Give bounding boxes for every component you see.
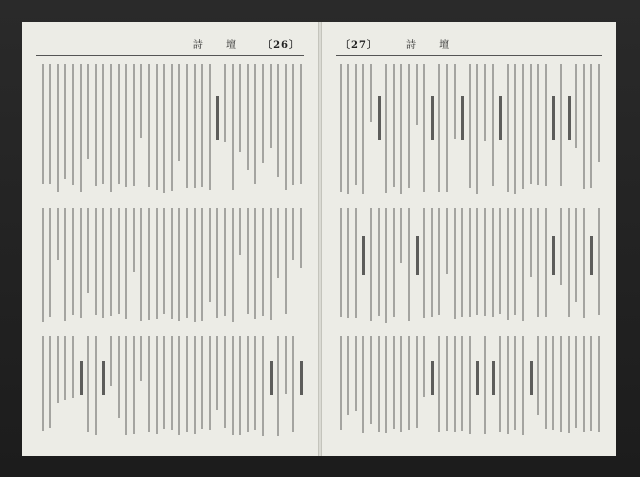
text-column	[156, 208, 158, 319]
text-column	[125, 208, 127, 319]
text-column	[186, 336, 188, 432]
text-column	[285, 336, 287, 394]
text-column	[492, 64, 494, 186]
text-column	[239, 336, 241, 435]
text-column	[340, 64, 342, 192]
right-page	[322, 22, 616, 456]
text-column	[446, 336, 448, 431]
text-column	[385, 336, 387, 433]
text-column	[209, 64, 211, 190]
text-column	[224, 64, 226, 142]
right-running-title: 詩 壇	[406, 40, 460, 51]
text-column	[292, 64, 294, 185]
text-column	[484, 64, 486, 141]
poem-title-column	[362, 236, 365, 275]
left-page-number: 〔26〕	[262, 40, 300, 51]
text-column	[201, 64, 203, 187]
text-column	[408, 208, 410, 321]
text-column	[262, 336, 264, 436]
text-column	[110, 336, 112, 386]
text-column	[469, 208, 471, 317]
text-column	[530, 208, 532, 278]
text-column	[575, 64, 577, 148]
poem-title-column	[80, 361, 83, 395]
text-column	[194, 336, 196, 434]
text-column	[171, 336, 173, 430]
poem-title-column	[300, 361, 303, 395]
text-column	[64, 64, 66, 179]
text-column	[370, 208, 372, 321]
text-column	[178, 208, 180, 322]
text-column	[560, 336, 562, 432]
text-column	[461, 336, 463, 431]
text-column	[454, 336, 456, 432]
text-column	[530, 64, 532, 184]
text-column	[285, 64, 287, 190]
poem-title-column	[461, 96, 464, 140]
text-column	[178, 336, 180, 435]
left-running-title: 詩 壇	[192, 40, 246, 51]
text-column	[148, 64, 150, 187]
text-column	[49, 336, 51, 428]
poem-title-column	[590, 236, 593, 275]
text-column	[454, 64, 456, 139]
text-column	[118, 64, 120, 184]
text-column	[545, 208, 547, 318]
text-column	[370, 64, 372, 122]
text-column	[499, 336, 501, 432]
text-column	[87, 208, 89, 294]
text-column	[232, 208, 234, 323]
text-column	[216, 208, 218, 318]
text-column	[385, 64, 387, 193]
text-column	[400, 336, 402, 431]
text-column	[254, 336, 256, 430]
text-column	[171, 208, 173, 319]
text-column	[522, 64, 524, 189]
text-column	[224, 336, 226, 428]
left-page	[22, 22, 318, 456]
text-column	[95, 336, 97, 435]
text-column	[347, 64, 349, 194]
text-column	[378, 336, 380, 432]
text-column	[300, 208, 302, 268]
text-column	[300, 64, 302, 184]
text-column	[239, 208, 241, 255]
poem-title-column	[270, 361, 273, 395]
text-column	[393, 208, 395, 318]
text-column	[148, 336, 150, 432]
text-column	[171, 64, 173, 191]
text-column	[254, 64, 256, 184]
text-column	[163, 64, 165, 193]
text-column	[262, 208, 264, 316]
text-column	[292, 208, 294, 261]
text-column	[42, 336, 44, 431]
text-column	[247, 64, 249, 170]
text-column	[393, 64, 395, 187]
text-column	[186, 208, 188, 318]
text-column	[340, 208, 342, 317]
text-column	[583, 208, 585, 319]
text-column	[42, 208, 44, 323]
text-column	[355, 336, 357, 411]
text-column	[133, 336, 135, 433]
text-column	[545, 64, 547, 186]
text-column	[408, 64, 410, 188]
text-column	[362, 336, 364, 432]
text-column	[118, 208, 120, 315]
text-column	[110, 64, 112, 192]
text-column	[423, 64, 425, 192]
text-column	[507, 336, 509, 433]
text-column	[247, 208, 249, 314]
text-column	[209, 336, 211, 430]
text-column	[140, 208, 142, 321]
text-column	[476, 208, 478, 315]
text-column	[133, 64, 135, 186]
text-column	[277, 336, 279, 436]
text-column	[370, 336, 372, 424]
right-page-number: 〔27〕	[340, 40, 378, 51]
text-column	[262, 64, 264, 163]
text-column	[140, 336, 142, 381]
text-column	[80, 64, 82, 192]
text-column	[438, 64, 440, 192]
text-column	[393, 336, 395, 429]
text-column	[552, 336, 554, 430]
poem-title-column	[216, 96, 219, 140]
text-column	[80, 208, 82, 319]
text-column	[201, 208, 203, 322]
text-column	[87, 64, 89, 159]
left-running-header	[22, 34, 318, 52]
poem-title-column	[530, 361, 533, 395]
text-column	[492, 208, 494, 318]
text-column	[163, 336, 165, 428]
text-column	[277, 208, 279, 279]
text-column	[42, 64, 44, 184]
text-column	[400, 64, 402, 194]
text-column	[64, 336, 66, 399]
text-column	[72, 64, 74, 185]
poem-title-column	[476, 361, 479, 395]
right-header-rule	[336, 55, 602, 56]
text-column	[57, 336, 59, 403]
text-column	[270, 64, 272, 148]
text-column	[57, 64, 59, 192]
text-column	[216, 336, 218, 410]
text-column	[446, 64, 448, 192]
text-column	[163, 208, 165, 314]
text-column	[347, 208, 349, 318]
text-column	[400, 208, 402, 264]
text-column	[239, 64, 241, 152]
poem-title-column	[552, 236, 555, 275]
text-column	[49, 208, 51, 317]
text-column	[148, 208, 150, 320]
text-column	[438, 208, 440, 315]
text-column	[209, 208, 211, 303]
text-column	[590, 336, 592, 431]
text-column	[560, 64, 562, 186]
text-column	[583, 64, 585, 189]
text-column	[340, 336, 342, 430]
text-column	[499, 208, 501, 314]
text-column	[560, 208, 562, 286]
text-column	[469, 336, 471, 434]
text-column	[598, 64, 600, 162]
text-column	[522, 208, 524, 322]
text-column	[355, 208, 357, 319]
text-column	[507, 64, 509, 192]
text-column	[125, 64, 127, 187]
text-column	[598, 336, 600, 432]
text-column	[102, 64, 104, 184]
text-column	[568, 208, 570, 317]
poem-title-column	[568, 96, 571, 140]
poem-title-column	[416, 236, 419, 275]
text-column	[125, 336, 127, 434]
text-column	[224, 208, 226, 317]
text-column	[133, 208, 135, 272]
poem-title-column	[499, 96, 502, 140]
text-column	[194, 208, 196, 322]
text-column	[140, 64, 142, 138]
left-text-columns	[36, 62, 304, 440]
text-column	[583, 336, 585, 431]
right-running-header	[322, 34, 616, 52]
text-column	[431, 208, 433, 318]
poem-title-column	[492, 361, 495, 395]
text-column	[423, 336, 425, 397]
text-column	[362, 64, 364, 194]
text-column	[537, 336, 539, 415]
text-column	[469, 64, 471, 188]
text-column	[72, 208, 74, 315]
text-column	[537, 64, 539, 185]
text-column	[484, 208, 486, 317]
text-column	[232, 64, 234, 190]
text-column	[64, 208, 66, 322]
text-column	[186, 64, 188, 188]
text-column	[416, 64, 418, 125]
text-column	[507, 208, 509, 321]
text-column	[454, 208, 456, 319]
text-column	[95, 208, 97, 315]
text-column	[355, 64, 357, 185]
text-column	[201, 336, 203, 429]
text-column	[57, 208, 59, 260]
poem-title-column	[102, 361, 105, 395]
text-column	[385, 208, 387, 323]
text-column	[522, 336, 524, 435]
text-column	[156, 336, 158, 433]
text-column	[72, 336, 74, 398]
poem-title-column	[431, 361, 434, 395]
text-column	[514, 336, 516, 430]
text-column	[598, 208, 600, 316]
text-column	[568, 336, 570, 432]
text-column	[423, 208, 425, 319]
text-column	[102, 208, 104, 318]
text-column	[178, 64, 180, 161]
text-column	[575, 336, 577, 428]
poem-title-column	[552, 96, 555, 140]
text-column	[446, 208, 448, 274]
text-column	[156, 64, 158, 190]
text-column	[545, 336, 547, 429]
text-column	[575, 208, 577, 302]
text-column	[537, 208, 539, 317]
text-column	[461, 208, 463, 317]
text-column	[590, 64, 592, 188]
left-header-rule	[36, 55, 304, 56]
text-column	[514, 208, 516, 315]
text-column	[347, 336, 349, 415]
text-column	[254, 208, 256, 319]
text-column	[514, 64, 516, 194]
text-column	[110, 208, 112, 316]
text-column	[270, 208, 272, 320]
text-column	[416, 336, 418, 428]
text-column	[438, 336, 440, 431]
text-column	[247, 336, 249, 431]
text-column	[194, 64, 196, 188]
text-column	[95, 64, 97, 186]
poem-title-column	[378, 96, 381, 140]
text-column	[408, 336, 410, 430]
poem-title-column	[431, 96, 434, 140]
text-column	[292, 336, 294, 432]
text-column	[232, 336, 234, 435]
text-column	[277, 64, 279, 177]
text-column	[484, 336, 486, 434]
text-column	[476, 64, 478, 194]
text-column	[118, 336, 120, 418]
text-column	[49, 64, 51, 184]
text-column	[378, 208, 380, 317]
text-column	[87, 336, 89, 432]
right-text-columns	[336, 62, 602, 440]
text-column	[285, 208, 287, 314]
